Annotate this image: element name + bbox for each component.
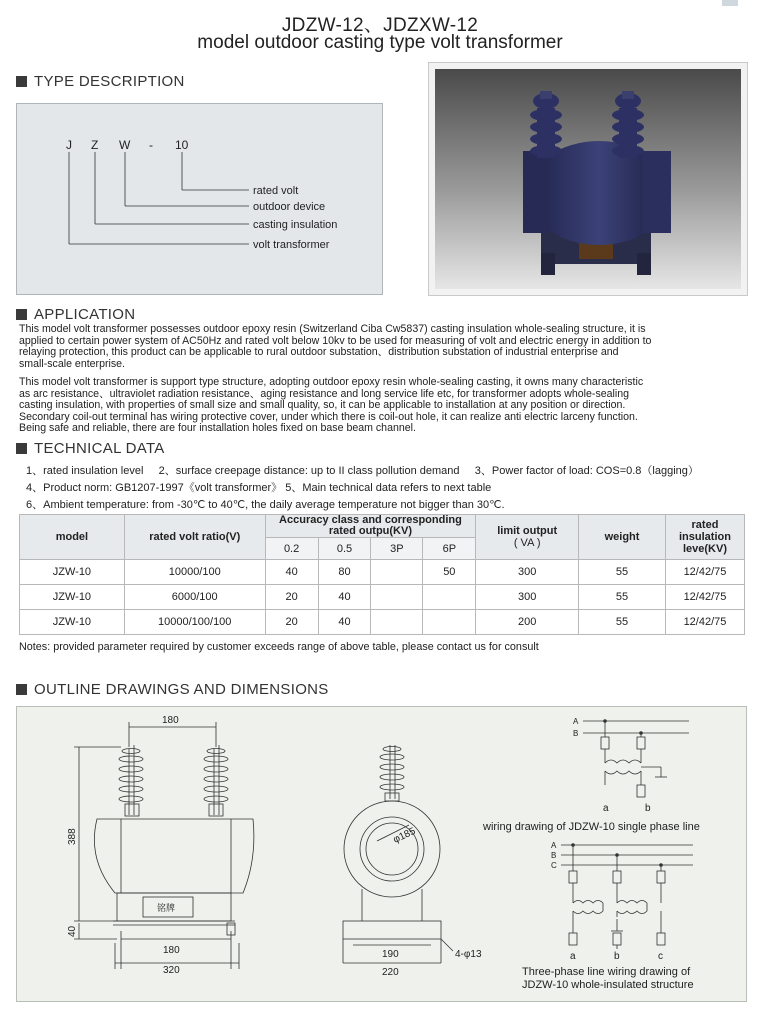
header-acc-6p: 6P xyxy=(423,538,476,560)
type-code-dash: - xyxy=(149,138,153,152)
section-bullet-icon xyxy=(16,684,27,695)
outline-drawing-panel xyxy=(16,706,747,1002)
dim-base-outer-320: 320 xyxy=(163,965,180,976)
header-ratio: rated volt ratio(V) xyxy=(124,515,265,560)
application-paragraph-2: This model volt transformer is support type structure, adopting outdoor epoxy resin whole-sealing casting, it owns many characteristic as arc resistance、ultraviolet radiation resistance、aging resistance and long service life etc, for transformer adopts whole-sealing casting insulation, with properties of small size and small quality, so, it can be applicable to installation at any position or direction. Secondary coil-out terminal has wiring protective cover, under which there is coil-out hole, it can realize anti electric larceny function. Being safe and reliable, there are four installation holes fixed on base beam channel. xyxy=(19,376,644,435)
three-phase-c-label: C xyxy=(551,861,557,870)
dim-height-388: 388 xyxy=(67,828,78,845)
header-accuracy: Accuracy class and corresponding rated outpu(KV) xyxy=(265,515,476,538)
header-acc-3p: 3P xyxy=(371,538,423,560)
section-bullet-icon xyxy=(16,76,27,87)
type-code-diagram xyxy=(17,104,382,294)
outline-drawings xyxy=(17,707,746,1001)
header-limit-output: limit output ( VA ) xyxy=(476,515,579,560)
dim-holes: 4-φ13 xyxy=(455,949,482,960)
type-code-letter-z: Z xyxy=(91,138,99,152)
header-acc-02: 0.2 xyxy=(265,538,318,560)
type-code-letter-w: W xyxy=(119,138,131,152)
application-heading: APPLICATION xyxy=(16,306,135,323)
type-label-outdoor-device: outdoor device xyxy=(253,201,326,213)
type-description-panel xyxy=(16,103,383,295)
page-subtitle: model outdoor casting type volt transformer xyxy=(197,32,563,53)
single-term-b: b xyxy=(645,803,651,814)
dim-base-inner-180: 180 xyxy=(163,945,180,956)
header-model: model xyxy=(20,515,125,560)
table-row: JZW-10 10000/100 40 80 50 300 55 12/42/75 xyxy=(20,560,745,585)
table-row: JZW-10 10000/100/100 20 40 200 55 12/42/75 xyxy=(20,610,745,635)
type-code-letter-j: J xyxy=(66,138,72,152)
type-description-heading: TYPE DESCRIPTION xyxy=(16,73,185,90)
corner-mark xyxy=(722,0,738,6)
type-code-number: 10 xyxy=(175,138,189,152)
type-label-casting-insulation: casting insulation xyxy=(253,219,338,231)
three-phase-caption-line2: JDZW-10 whole-insulated structure xyxy=(522,979,694,991)
technical-data-heading: TECHNICAL DATA xyxy=(16,440,165,457)
dim-side-diameter: φ185 xyxy=(391,825,418,846)
three-phase-b-label: B xyxy=(551,851,557,860)
header-insulation: rated insulation leve(KV) xyxy=(665,515,744,560)
dim-top-180: 180 xyxy=(162,715,179,726)
three-term-c: c xyxy=(658,951,663,962)
header-acc-05: 0.5 xyxy=(318,538,371,560)
dim-side-inner-190: 190 xyxy=(382,949,399,960)
single-phase-a-label: A xyxy=(573,717,579,726)
three-term-b: b xyxy=(614,951,620,962)
nameplate-label: 铭牌 xyxy=(157,903,176,913)
technical-line-3: 6、Ambient temperature: from -30℃ to 40℃, the daily average temperature not bigger than 30℃. xyxy=(26,499,505,511)
page-title: JDZW-12、JDZXW-12 xyxy=(281,15,479,36)
technical-line-2: 4、Product norm: GB1207-1997《volt transformer》 5、Main technical data refers to next table xyxy=(26,482,492,494)
single-term-a: a xyxy=(603,803,609,814)
section-bullet-icon xyxy=(16,309,27,320)
application-paragraph-1: This model volt transformer possesses outdoor epoxy resin (Switzerland Ciba Cw5837) casting insulation whole-sealing structure, it is applied to certain power system of AC50Hz and rated volt below 10kv to be used for measuring of volt and electric energy in addition to relaying protection, this product can be applicable to rural outdoor substation、distribution substation of industrial enterprise and small-scale enterprise. xyxy=(19,323,652,370)
spec-table xyxy=(19,514,745,635)
transformer-illustration xyxy=(429,63,747,295)
type-label-volt-transformer: volt transformer xyxy=(253,239,330,251)
technical-line-1: 1、rated insulation level 2、surface creepage distance: up to II class pollution demand 3、Power factor of load: COS=0.8（lagging） xyxy=(26,465,699,477)
three-phase-caption-line1: Three-phase line wiring drawing of xyxy=(522,966,691,978)
outline-heading: OUTLINE DRAWINGS AND DIMENSIONS xyxy=(16,681,329,698)
dim-base-height-40: 40 xyxy=(67,925,78,937)
header-weight: weight xyxy=(579,515,666,560)
type-label-rated-volt: rated volt xyxy=(253,185,299,197)
single-phase-b-label: B xyxy=(573,729,579,738)
section-bullet-icon xyxy=(16,443,27,454)
dim-side-outer-220: 220 xyxy=(382,967,399,978)
product-photo xyxy=(428,62,748,296)
table-row: JZW-10 6000/100 20 40 300 55 12/42/75 xyxy=(20,585,745,610)
table-note: Notes: provided parameter required by customer exceeds range of above table, please contact us for consult xyxy=(19,641,539,653)
three-term-a: a xyxy=(570,951,576,962)
three-phase-a-label: A xyxy=(551,841,557,850)
single-phase-caption: wiring drawing of JDZW-10 single phase line xyxy=(483,821,700,833)
